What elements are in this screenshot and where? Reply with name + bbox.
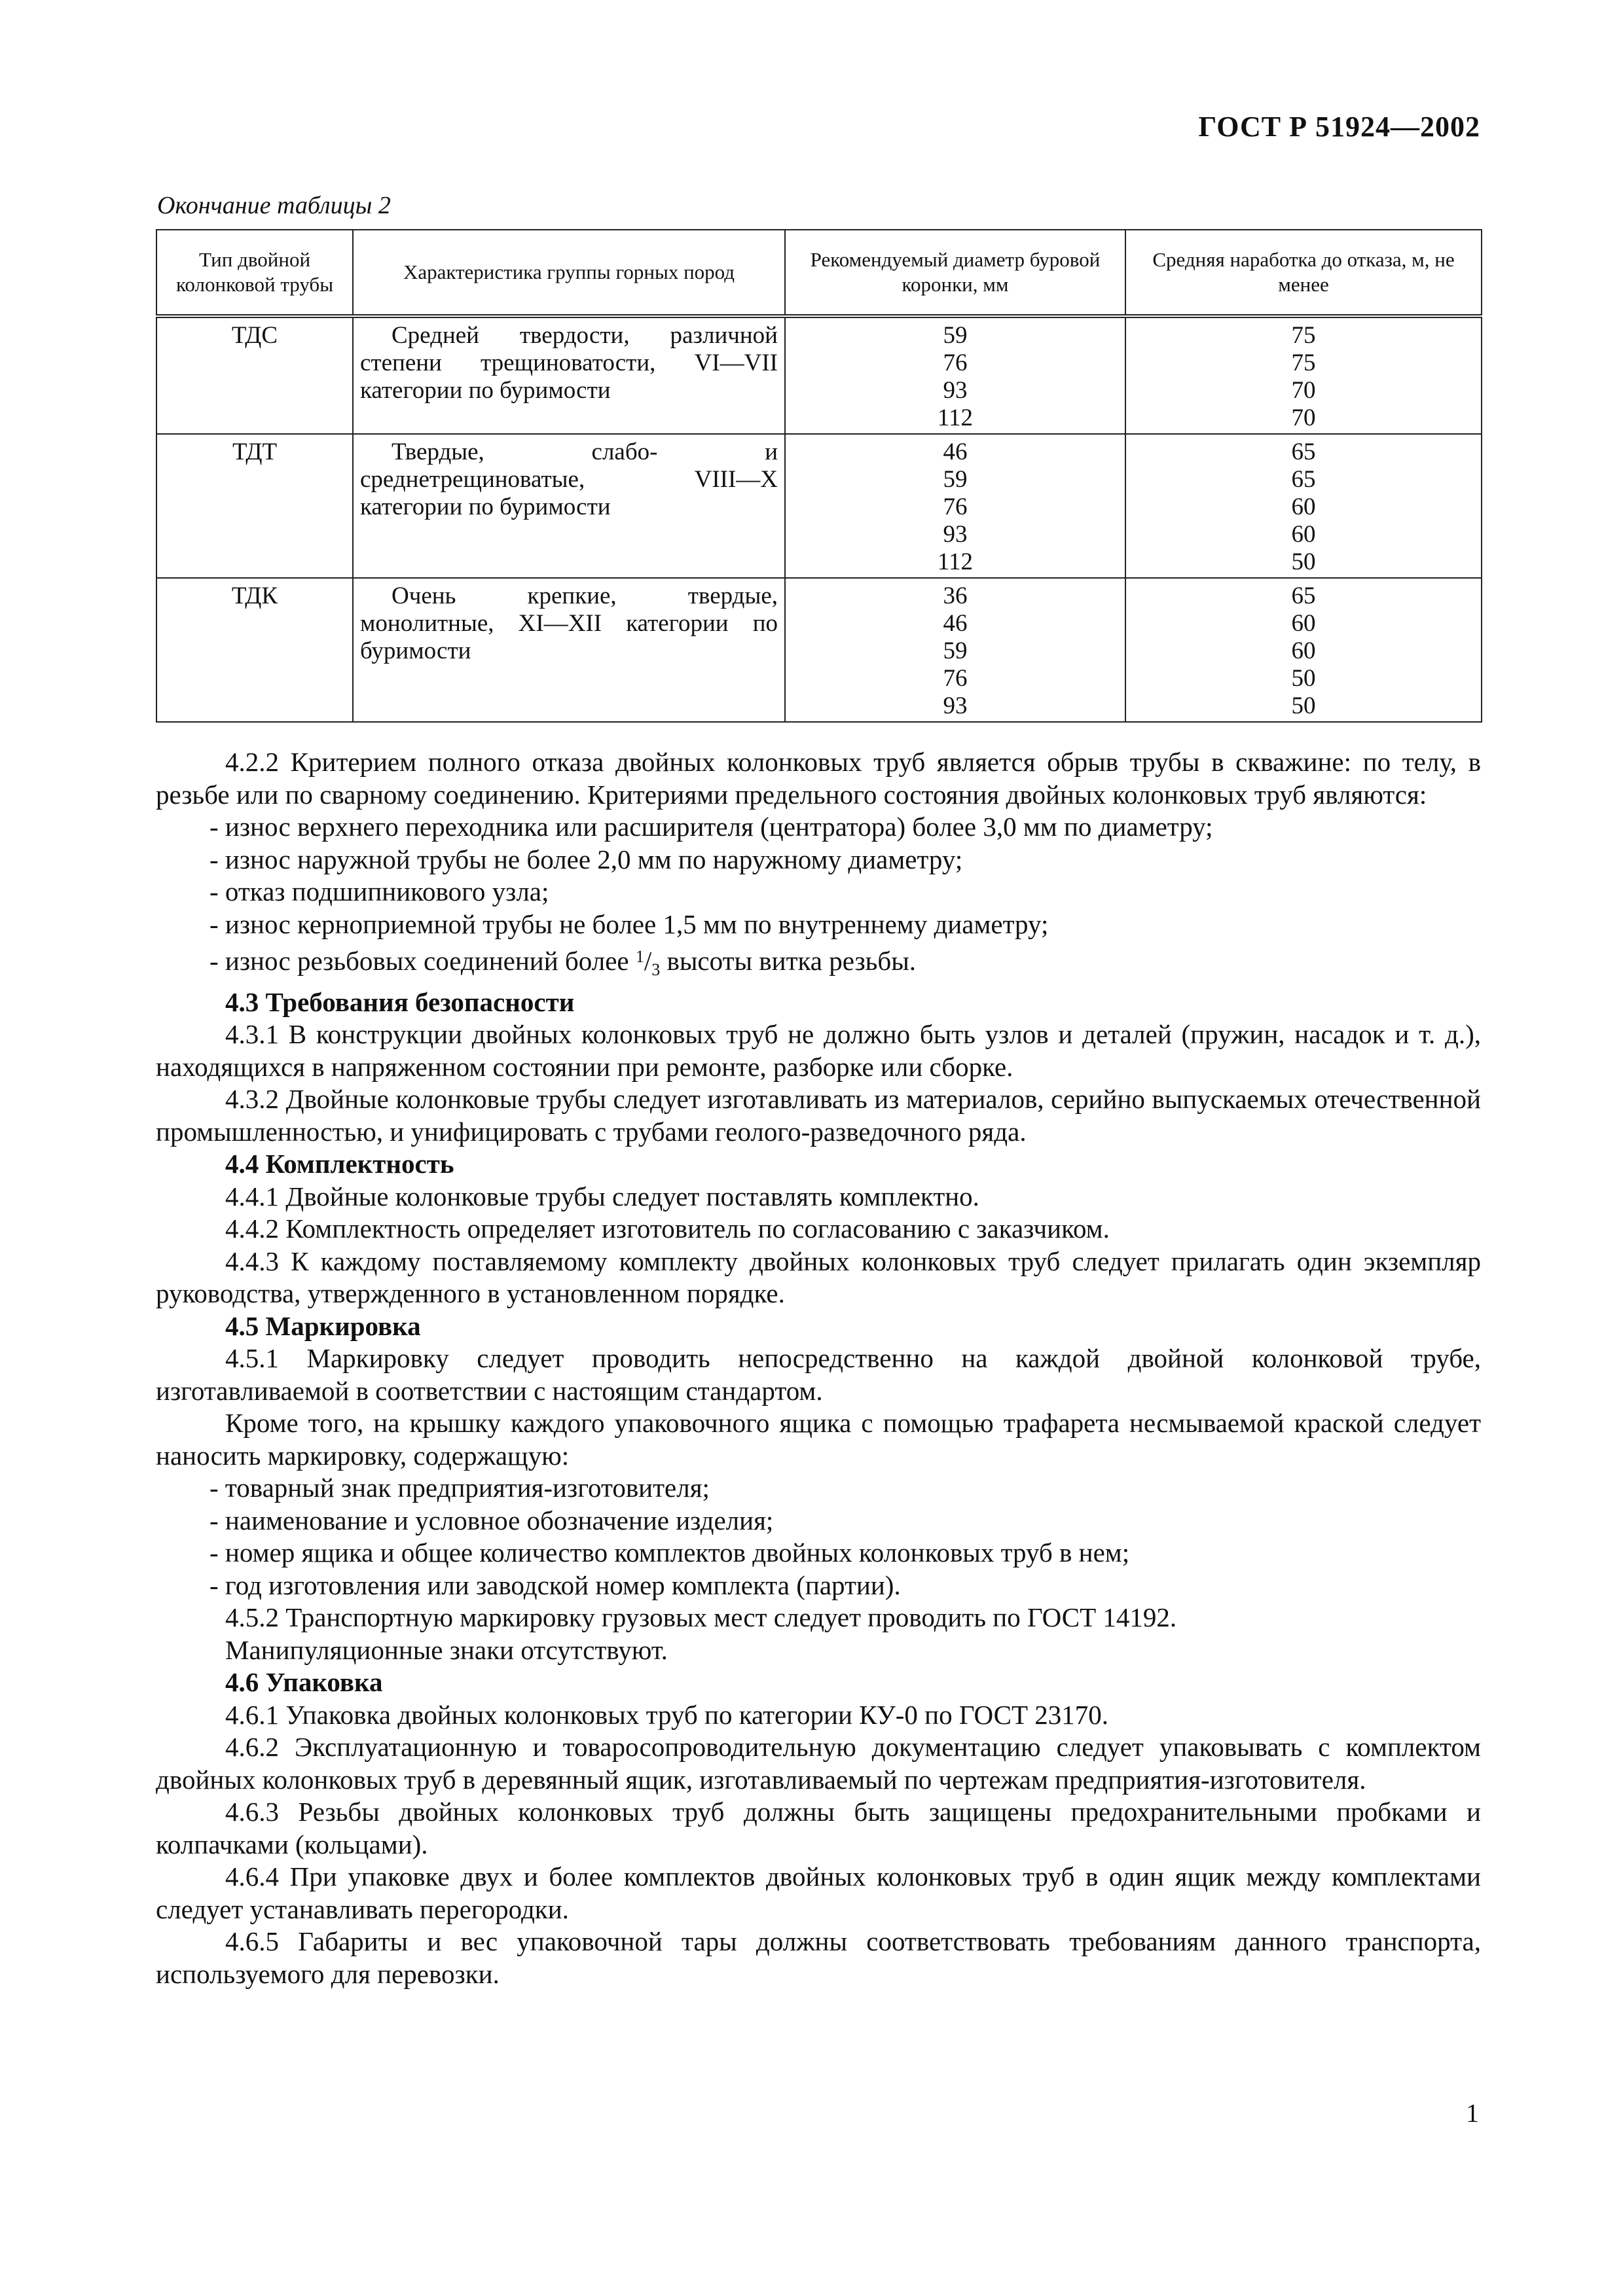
paragraph-4-6-3: 4.6.3 Резьбы двойных колонковых труб должны быть защищены предохранительными пробками и колпачками (кольцами). <box>156 1797 1481 1859</box>
diameter-value: 76 <box>943 665 968 692</box>
paragraph-4-5-2: 4.5.2 Транспортную маркировку грузовых мест следует проводить по ГОСТ 14192. <box>225 1602 1177 1632</box>
life-value: 70 <box>1291 404 1316 431</box>
paragraph-4-5-1: 4.5.1 Маркировку следует проводить непосредственно на каждой двойной колонковой трубе, изготавливаемой в соответствии с настоящим стандартом. <box>156 1343 1481 1406</box>
section-heading-4-6: 4.6 Упаковка <box>225 1667 383 1697</box>
list-item: - износ кернoприемной трубы не более 1,5 мм по внутреннему диаметру; <box>210 908 1049 939</box>
cell-diameter <box>785 434 1125 578</box>
list-item: - износ верхнего переходника или расширителя (центратора) более 3,0 мм по диаметру; <box>210 812 1213 842</box>
table-row <box>156 316 1482 434</box>
life-value: 70 <box>1291 377 1316 404</box>
paragraph-4-6-4: 4.6.4 При упаковке двух и более комплектов двойных колонковых труб в один ящик между комплектами следует устанавливать перегородки. <box>156 1861 1481 1924</box>
rock-characteristic-text: Средней твердости, различной степени трещиноватости, VI—VII категории по буримости <box>360 322 778 404</box>
cell-diameter <box>785 578 1125 722</box>
cell-type: ТДС <box>156 316 353 434</box>
paragraph-4-4-2: 4.4.2 Комплектность определяет изготовитель по согласованию с заказчиком. <box>225 1213 1110 1244</box>
paragraph-4-6-2: 4.6.2 Эксплуатационную и товаросопроводительную документацию следует упаковывать с комплектом двойных колонковых труб в деревянный ящик, изготавливаемый по чертежам предприятия-изготовителя. <box>156 1732 1481 1795</box>
life-value: 65 <box>1291 466 1316 493</box>
list-item <box>156 941 1481 986</box>
diameter-value: 59 <box>943 322 968 349</box>
life-value: 75 <box>1291 350 1316 376</box>
diameter-value: 112 <box>937 404 974 431</box>
life-value: 65 <box>1291 439 1316 465</box>
diameter-value: 46 <box>943 610 968 637</box>
paragraph-4-4-3: 4.4.3 К каждому поставляемому комплекту двойных колонковых труб следует прилагать один экземпляр руководства, утвержденного в установленном порядке. <box>156 1246 1481 1308</box>
table-header-row <box>156 230 1482 316</box>
section-heading-4-3: 4.3 Требования безопасности <box>225 986 575 1017</box>
life-value: 50 <box>1291 692 1316 719</box>
paragraph-4-5-2b: Манипуляционные знаки отсутствуют. <box>225 1634 668 1665</box>
list-item: - наименование и условное обозначение изделия; <box>210 1505 774 1535</box>
paragraph-4-2-2: 4.2.2 Критерием полного отказа двойных колонковых труб является обрыв трубы в скважине: по телу, в резьбе или по сварному соединению. Критериями предельного состояния двойных колонковых труб являются: <box>156 747 1481 810</box>
document-code: ГОСТ Р 51924—2002 <box>1198 111 1480 143</box>
document-body <box>156 746 1481 1990</box>
paragraph-4-6-5: 4.6.5 Габариты и вес упаковочной тары должны соответствовать требованиям данного транспорта, используемого для перевозки. <box>156 1926 1481 1989</box>
paragraph-4-4-1: 4.4.1 Двойные колонковые трубы следует поставлять комплектно. <box>225 1181 979 1211</box>
list-item: - номер ящика и общее количество комплектов двойных колонковых труб в нем; <box>210 1537 1130 1568</box>
fraction-numerator: 1 <box>635 947 644 966</box>
section-heading-4-5: 4.5 Маркировка <box>225 1310 421 1341</box>
cell-rock-characteristic <box>353 434 785 578</box>
table-row <box>156 434 1482 578</box>
diameter-value: 59 <box>943 466 968 493</box>
life-value: 50 <box>1291 548 1316 575</box>
paragraph-4-5-1b: Кроме того, на крышку каждого упаковочного ящика с помощью трафарета несмываемой краской следует наносить маркировку, содержащую: <box>156 1408 1481 1471</box>
cell-rock-characteristic <box>353 578 785 722</box>
col-header-life: Средняя наработка до отказа, м, не менее <box>1125 230 1482 316</box>
diameter-value: 46 <box>943 439 968 465</box>
life-value: 75 <box>1291 322 1316 349</box>
cell-rock-characteristic <box>353 316 785 434</box>
paragraph-4-6-1: 4.6.1 Упаковка двойных колонковых труб по категории КУ-0 по ГОСТ 23170. <box>225 1699 1109 1730</box>
cell-type: ТДТ <box>156 434 353 578</box>
list-item-text: - износ резьбовых соединений более <box>210 946 636 976</box>
diameter-value: 76 <box>943 493 968 520</box>
list-item-text: высоты витка резьбы. <box>660 946 917 976</box>
section-heading-4-4: 4.4 Комплектность <box>225 1149 454 1179</box>
rock-characteristic-text: Твердые, слабо- и среднетрещиноватые, VIII—X категории по буримости <box>360 439 778 520</box>
table-caption: Окончание таблицы 2 <box>157 192 391 219</box>
table-row <box>156 578 1482 722</box>
diameter-value: 59 <box>943 637 968 664</box>
cell-life <box>1125 316 1482 434</box>
col-header-type: Тип двойной колонковой трубы <box>156 230 353 316</box>
life-value: 60 <box>1291 521 1316 548</box>
cell-type: ТДК <box>156 578 353 722</box>
list-item: - отказ подшипникового узла; <box>210 876 549 906</box>
diameter-value: 93 <box>943 692 968 719</box>
col-header-rock: Характеристика группы горных пород <box>353 230 785 316</box>
diameter-value: 93 <box>943 521 968 548</box>
list-item: - износ наружной трубы не более 2,0 мм по наружному диаметру; <box>210 844 963 874</box>
list-item: - год изготовления или заводской номер комплекта (партии). <box>210 1570 901 1600</box>
diameter-value: 112 <box>937 548 974 575</box>
life-value: 65 <box>1291 583 1316 609</box>
table-body <box>156 316 1482 722</box>
diameter-value: 93 <box>943 377 968 404</box>
cell-life <box>1125 578 1482 722</box>
life-value: 50 <box>1291 665 1316 692</box>
fraction-one-third: $^1/_3$ <box>635 946 661 979</box>
cell-life <box>1125 434 1482 578</box>
cell-diameter <box>785 316 1125 434</box>
list-item: - товарный знак предприятия-изготовителя; <box>210 1473 710 1503</box>
life-value: 60 <box>1291 493 1316 520</box>
fraction-denominator: 3 <box>651 960 661 979</box>
rock-characteristic-text: Очень крепкие, твердые, монолитные, XI—XII категории по буримости <box>360 583 778 664</box>
paragraph-4-3-1: 4.3.1 В конструкции двойных колонковых труб не должно быть узлов и деталей (пружин, насадок и т. д.), находящихся в напряженном состоянии при ремонте, разборке или сборке. <box>156 1019 1481 1082</box>
paragraph-4-3-2: 4.3.2 Двойные колонковые трубы следует изготавливать из материалов, серийно выпускаемых отечественной промышленностью, и унифицировать с трубами геолого-разведочного ряда. <box>156 1084 1481 1147</box>
life-value: 60 <box>1291 637 1316 664</box>
page-number: 1 <box>1466 2098 1479 2128</box>
col-header-diameter: Рекомендуемый диаметр буровой коронки, мм <box>785 230 1125 316</box>
spec-table <box>156 229 1482 723</box>
life-value: 60 <box>1291 610 1316 637</box>
diameter-value: 36 <box>943 583 968 609</box>
diameter-value: 76 <box>943 350 968 376</box>
